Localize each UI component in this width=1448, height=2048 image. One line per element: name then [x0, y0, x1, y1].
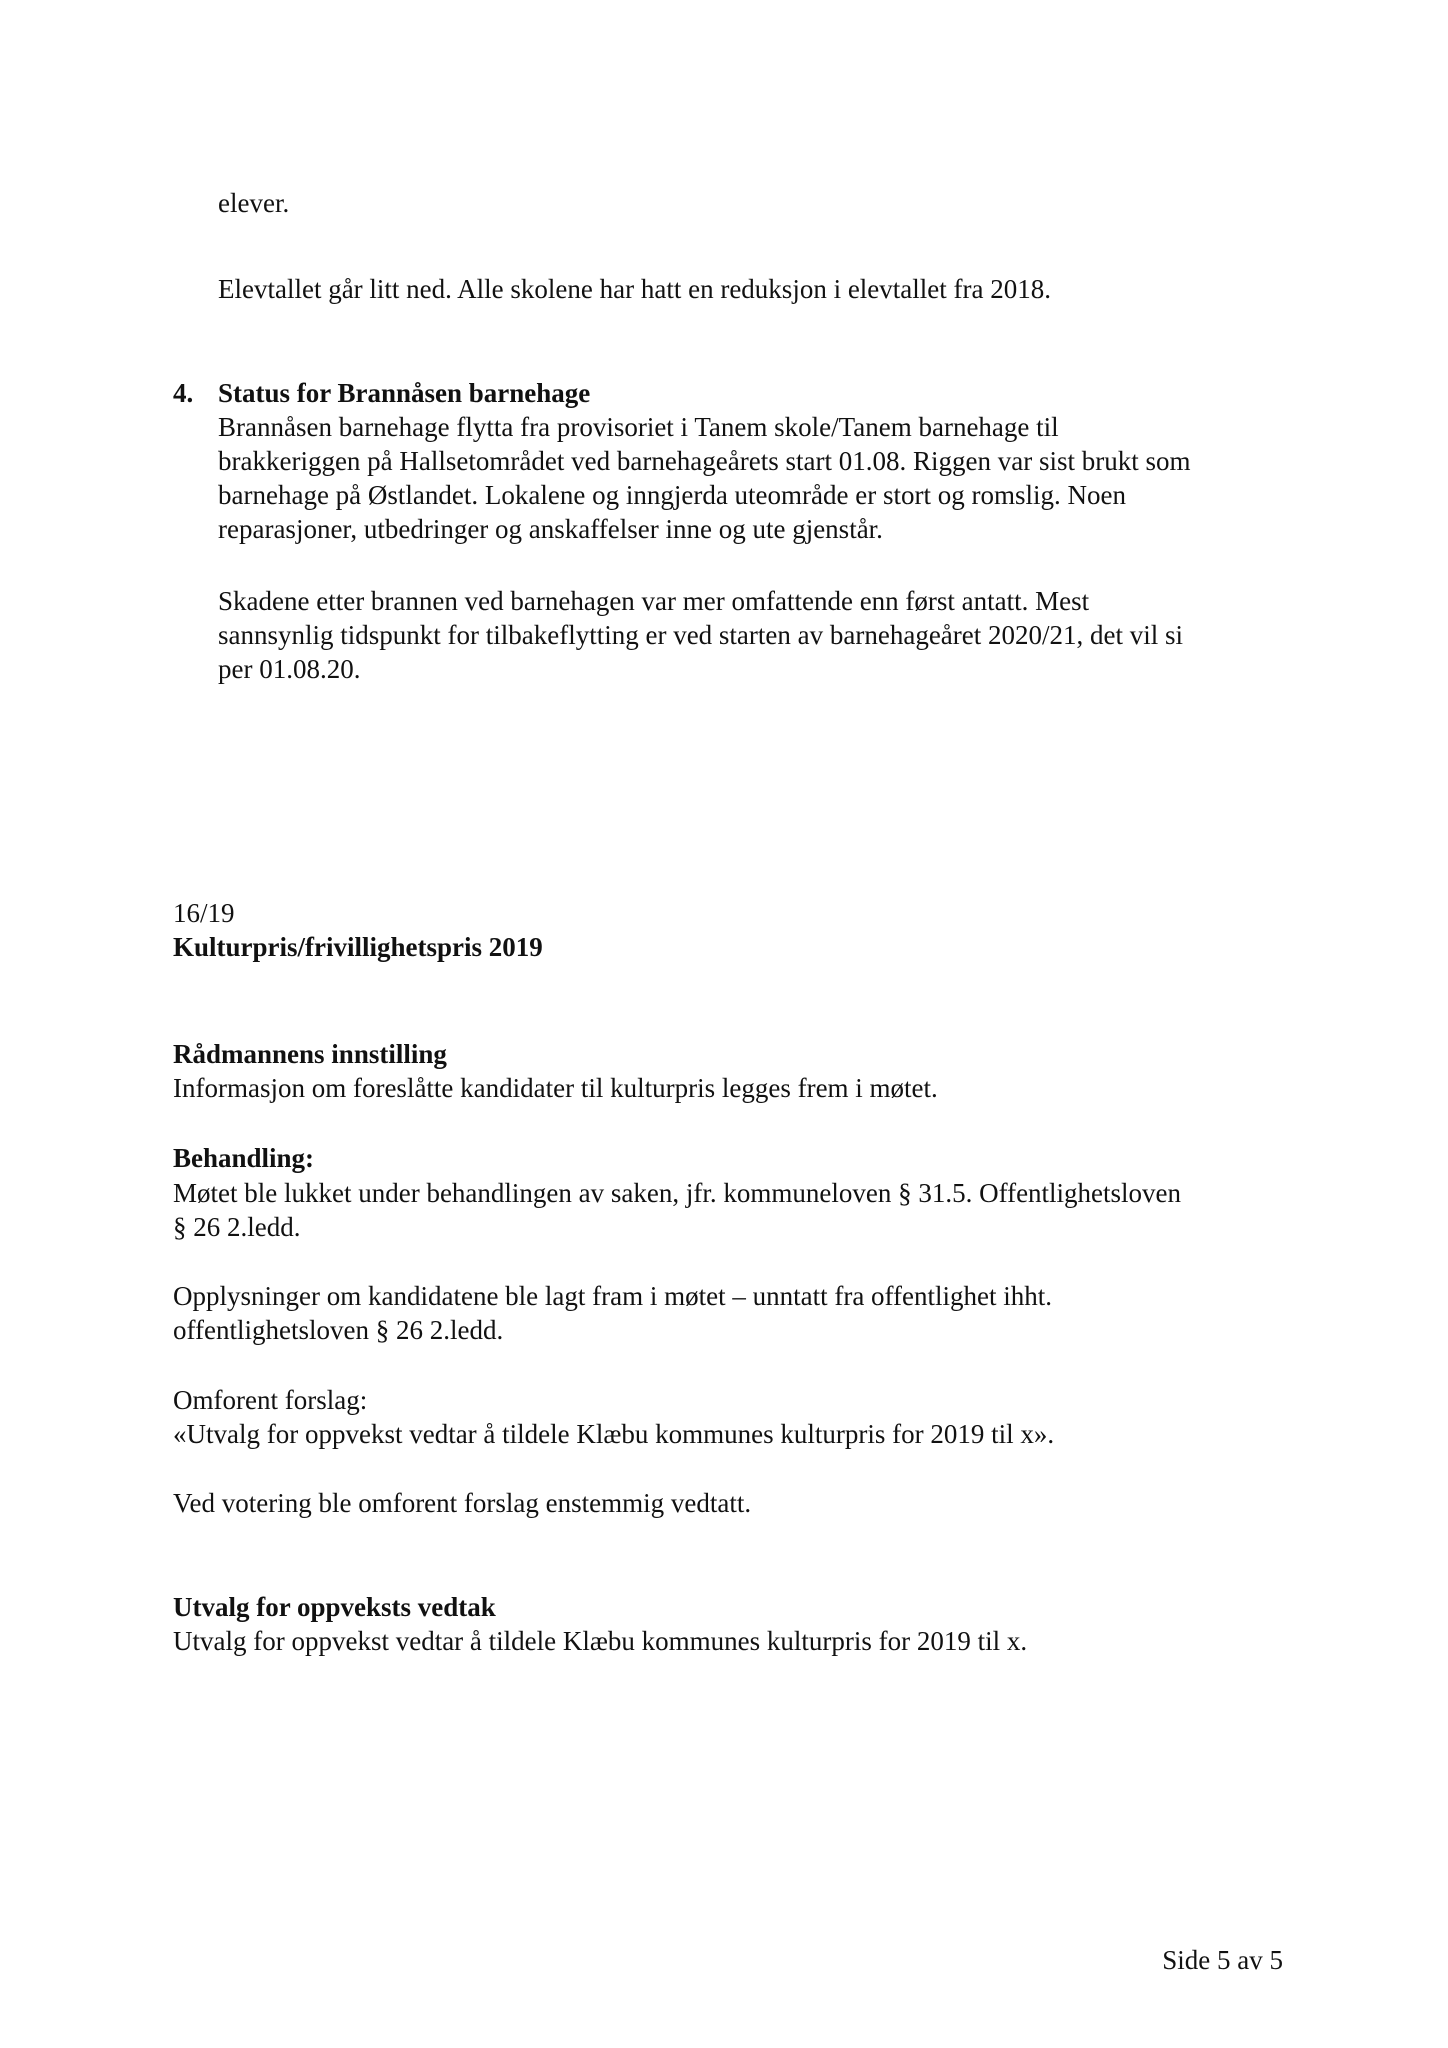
recommendation-text: Informasjon om foreslåtte kandidater til kulturpris legges frem i møtet. — [173, 1073, 938, 1103]
treatment-para1-line-1: Møtet ble lukket under behandlingen av saken, jfr. kommuneloven § 31.5. Offentlighetsloven — [173, 1178, 1182, 1208]
item-para1-line-3: barnehage på Østlandet. Lokalene og inngjerda uteområde er stort og romslig. Noen — [218, 480, 1126, 510]
recommendation-heading: Rådmannens innstilling — [173, 1039, 447, 1069]
case-title: Kulturpris/frivillighetspris 2019 — [173, 932, 543, 962]
treatment-heading: Behandling: — [173, 1143, 315, 1173]
item-para2-line-1: Skadene etter brannen ved barnehagen var mer omfattende enn først antatt. Mest — [218, 586, 1090, 616]
treatment-paragraph-2 — [173, 1279, 1052, 1347]
item-heading: Status for Brannåsen barnehage — [218, 378, 591, 408]
item-paragraph-2 — [218, 584, 1183, 686]
proposal-text: «Utvalg for oppvekst vedtar å tildele Klæbu kommunes kulturpris for 2019 til x». — [173, 1419, 1055, 1449]
item-number: 4. — [173, 378, 194, 408]
item-para1-line-4: reparasjoner, utbedringer og anskaffelser inne og ute gjenstår. — [218, 514, 883, 544]
item-para1-line-1: Brannåsen barnehage flytta fra provisoriet i Tanem skole/Tanem barnehage til — [218, 412, 1059, 442]
intro-line-2: Elevtallet går litt ned. Alle skolene har hatt en reduksjon i elevtallet fra 2018. — [218, 274, 1051, 304]
intro-line-1: elever. — [218, 188, 290, 218]
item-para2-line-2: sannsynlig tidspunkt for tilbakeflytting er ved starten av barnehageåret 2020/21, det vil si — [218, 620, 1184, 650]
decision-heading: Utvalg for oppveksts vedtak — [173, 1592, 496, 1622]
treatment-vote: Ved votering ble omforent forslag enstemmig vedtatt. — [173, 1488, 752, 1518]
treatment-paragraph-1 — [173, 1176, 1181, 1244]
item-para2-line-3: per 01.08.20. — [218, 654, 361, 684]
treatment-para1-line-2: § 26 2.ledd. — [173, 1212, 301, 1242]
page-number: Side 5 av 5 — [1162, 1945, 1283, 1975]
decision-text: Utvalg for oppvekst vedtar å tildele Klæbu kommunes kulturpris for 2019 til x. — [173, 1626, 1028, 1656]
treatment-para2-line-2: offentlighetsloven § 26 2.ledd. — [173, 1315, 504, 1345]
item-paragraph-1 — [218, 410, 1190, 546]
item-para1-line-2: brakkeriggen på Hallsetområdet ved barnehageårets start 01.08. Riggen var sist brukt som — [218, 446, 1191, 476]
case-number: 16/19 — [173, 898, 235, 928]
proposal-label: Omforent forslag: — [173, 1385, 368, 1415]
treatment-proposal — [173, 1383, 1054, 1451]
treatment-para2-line-1: Opplysninger om kandidatene ble lagt fram i møtet – unntatt fra offentlighet ihht. — [173, 1281, 1053, 1311]
